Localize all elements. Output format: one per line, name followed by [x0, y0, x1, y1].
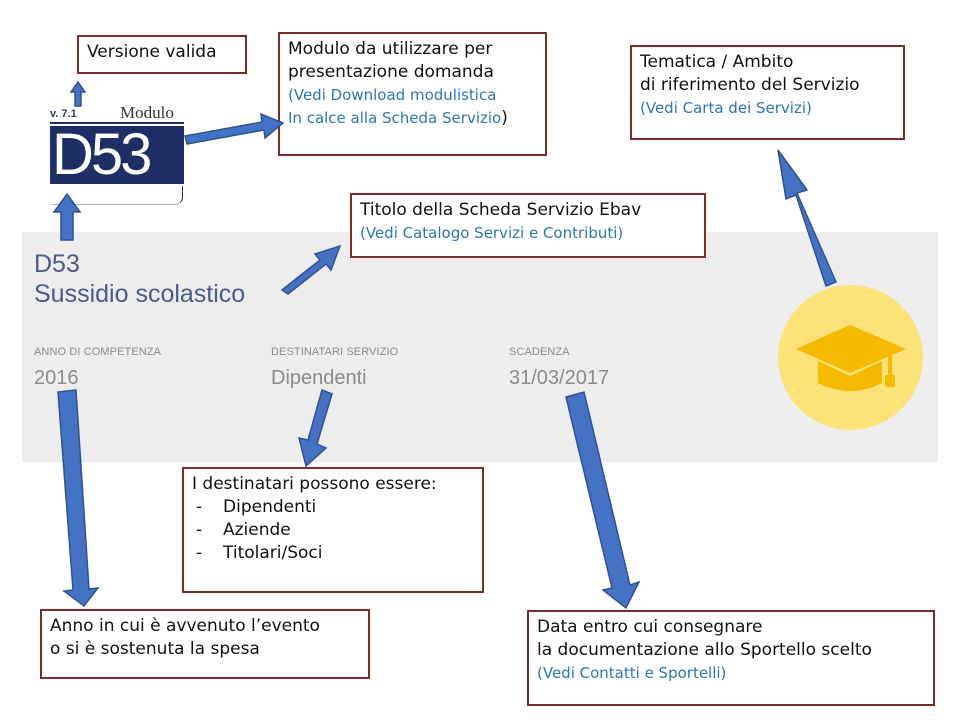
arrow-to-destinatari [299, 390, 332, 466]
arrow-to-titolo [282, 246, 340, 294]
list-item: - Dipendenti [192, 496, 474, 519]
callout-data-line1: Data entro cui consegnare [537, 617, 763, 637]
callout-versione-text: Versione valida [87, 42, 217, 62]
callout-tematica-line1: Tematica / Ambito [640, 52, 794, 72]
callout-modulo-link1[interactable]: (Vedi Download modulistica [288, 86, 497, 104]
service-title: Sussidio scolastico [34, 280, 246, 308]
logo-version: v. 7.1 [50, 108, 77, 120]
service-code: D53 [34, 250, 80, 278]
callout-modulo-line2: presentazione domanda [288, 62, 494, 82]
logo-modulo: Modulo [120, 103, 174, 122]
arrow-to-anno [58, 390, 98, 606]
field-value-destinatari: Dipendenti [271, 367, 367, 389]
list-item: - Titolari/Soci [192, 542, 474, 565]
callout-anno-line1: Anno in cui è avvenuto l’evento [50, 616, 320, 636]
arrow-to-modulo [185, 114, 283, 144]
field-value-scadenza: 31/03/2017 [509, 367, 610, 389]
list-item: - Aziende [192, 519, 474, 542]
arrow-to-tematica [778, 150, 836, 286]
callout-tematica-link[interactable]: (Vedi Carta dei Servizi) [640, 99, 812, 117]
callout-tematica-line2: di riferimento del Servizio [640, 75, 860, 95]
callout-data-line2: la documentazione allo Sportello scelto [537, 640, 872, 660]
callout-modulo-line1: Modulo da utilizzare per [288, 39, 493, 59]
field-value-anno: 2016 [34, 367, 79, 389]
arrow-to-versione [71, 82, 85, 106]
callout-anno-line2: o si è sostenuta la spesa [50, 639, 260, 659]
callout-destinatari-heading: I destinatari possono essere: [192, 474, 437, 494]
arrow-logo-up [54, 194, 80, 240]
field-label-anno: ANNO DI COMPETENZA [34, 346, 162, 358]
field-label-destinatari: DESTINATARI SERVIZIO [271, 346, 399, 358]
field-label-scadenza: SCADENZA [509, 346, 570, 358]
callout-modulo-link2[interactable]: In calce alla Scheda Servizio [288, 109, 502, 127]
callout-titolo-line1: Titolo della Scheda Servizio Ebav [360, 200, 642, 220]
arrow-to-data [566, 392, 639, 608]
callout-titolo-link[interactable]: (Vedi Catalogo Servizi e Contributi) [360, 224, 624, 242]
callout-data-link[interactable]: (Vedi Contatti e Sportelli) [537, 664, 727, 682]
callout-modulo-close: ) [501, 108, 508, 128]
logo-code: D53 [52, 126, 150, 184]
